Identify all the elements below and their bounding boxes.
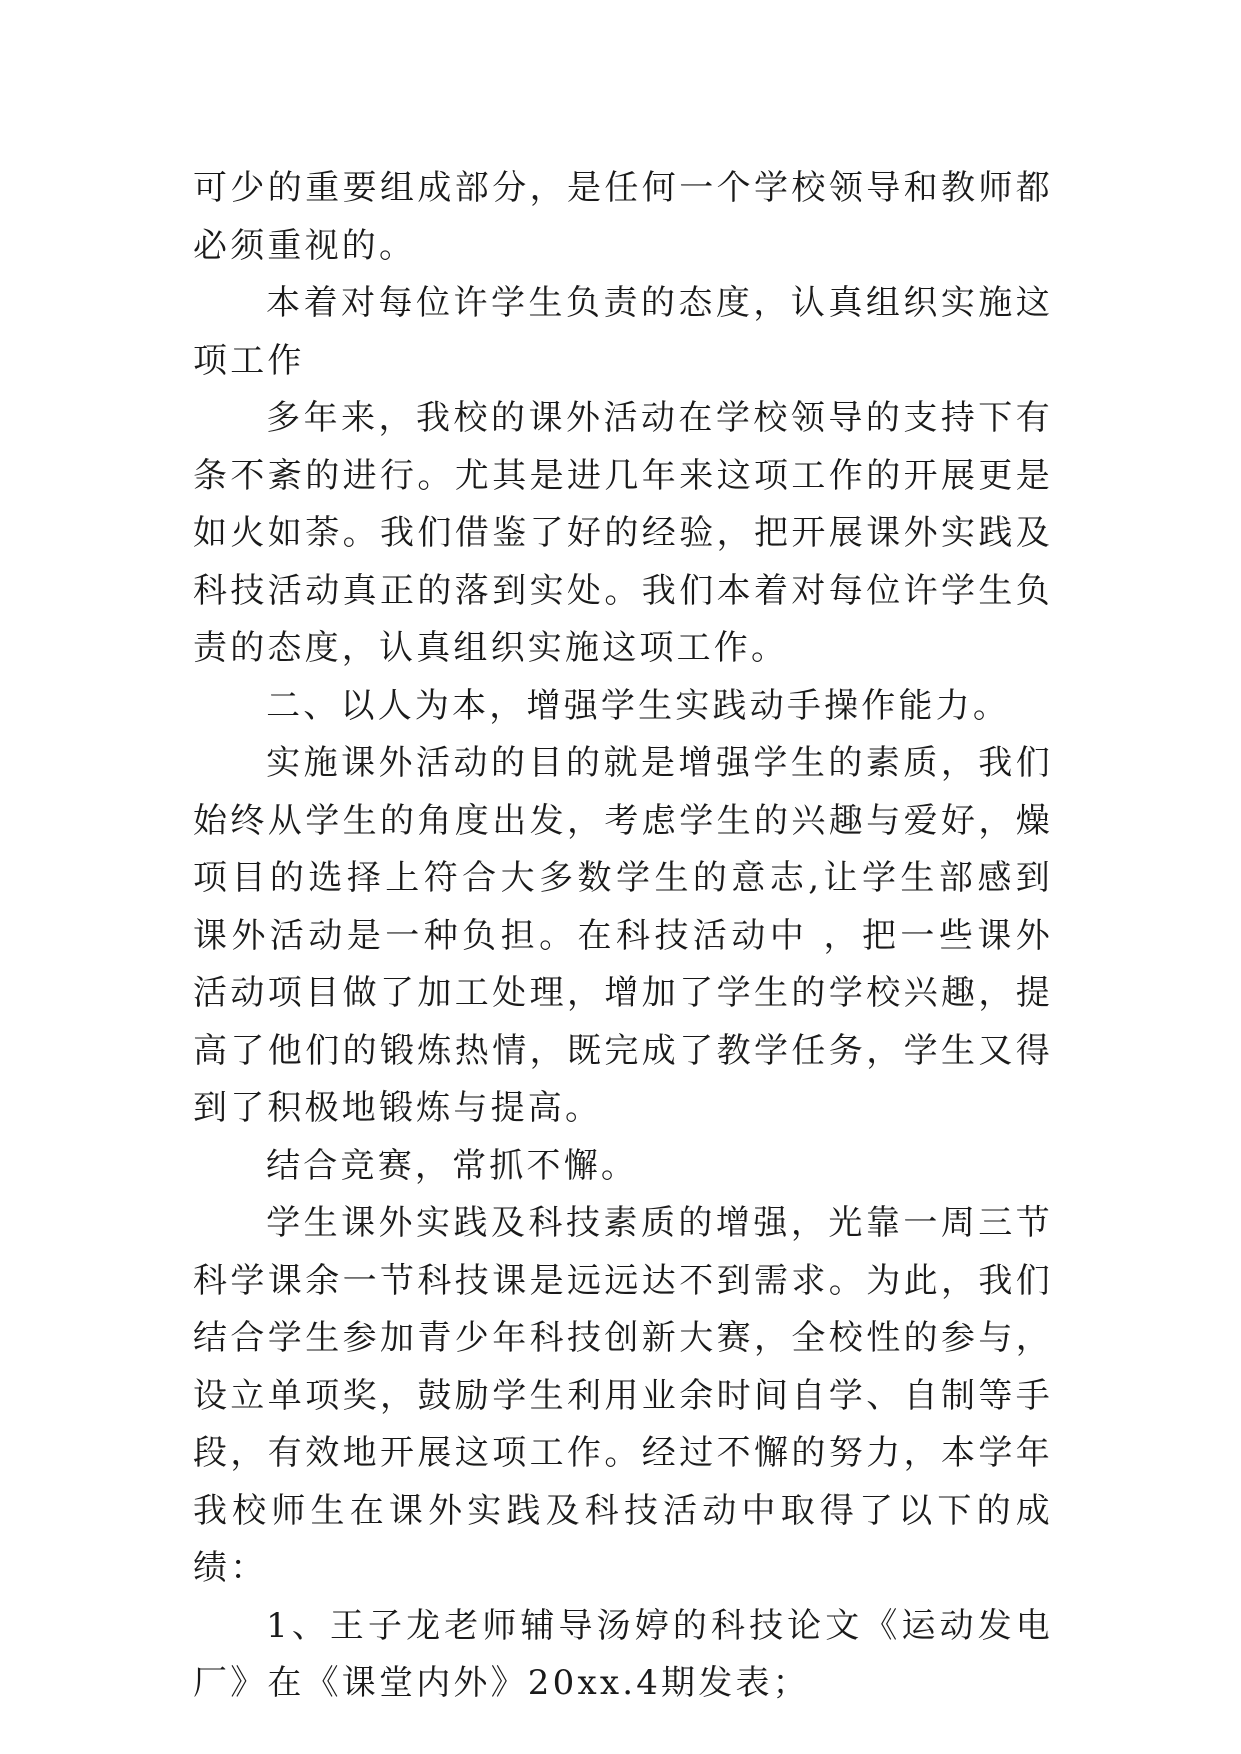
paragraph-continuation: 可少的重要组成部分，是任何一个学校领导和教师都必须重视的。 <box>193 168 1053 266</box>
paragraph: 学生课外实践及科技素质的增强，光靠一周三节科学课余一节科技课是远远达不到需求。为此，我们结合学生参加青少年科技创新大赛，全校性的参与，设立单项奖，鼓励学生利用业余时间自学、自制等手段，有效地开展这项工作。经过不懈的努力，本学年我校师生在课外实践及科技活动中取得了以下的成绩： <box>193 1203 1053 1588</box>
subsection-heading: 结合竞赛，常抓不懈。 <box>266 1145 639 1186</box>
paragraph: 本着对每位许学生负责的态度，认真组织实施这项工作 <box>193 283 1053 381</box>
document-body <box>193 160 1053 1713</box>
list-item: 1、王子龙老师辅导汤婷的科技论文《运动发电厂》在《课堂内外》20xx.4期发表； <box>193 1605 1053 1703</box>
section-heading: 二、以人为本，增强学生实践动手操作能力。 <box>266 685 1011 726</box>
paragraph: 多年来，我校的课外活动在学校领导的支持下有条不紊的进行。尤其是进几年来这项工作的开展更是如火如荼。我们借鉴了好的经验，把开展课外实践及科技活动真正的落到实处。我们本着对每位许学生负责的态度，认真组织实施这项工作。 <box>193 398 1053 668</box>
paragraph: 实施课外活动的目的就是增强学生的素质，我们始终从学生的角度出发，考虑学生的兴趣与爱好，燥项目的选择上符合大多数学生的意志,让学生部感到课外活动是一种负担。在科技活动中 ，把一些课外活动项目做了加工处理，增加了学生的学校兴趣，提高了他们的锻炼热情，既完成了教学任务，学生又得到了积极地锻炼与提高。 <box>193 743 1053 1128</box>
